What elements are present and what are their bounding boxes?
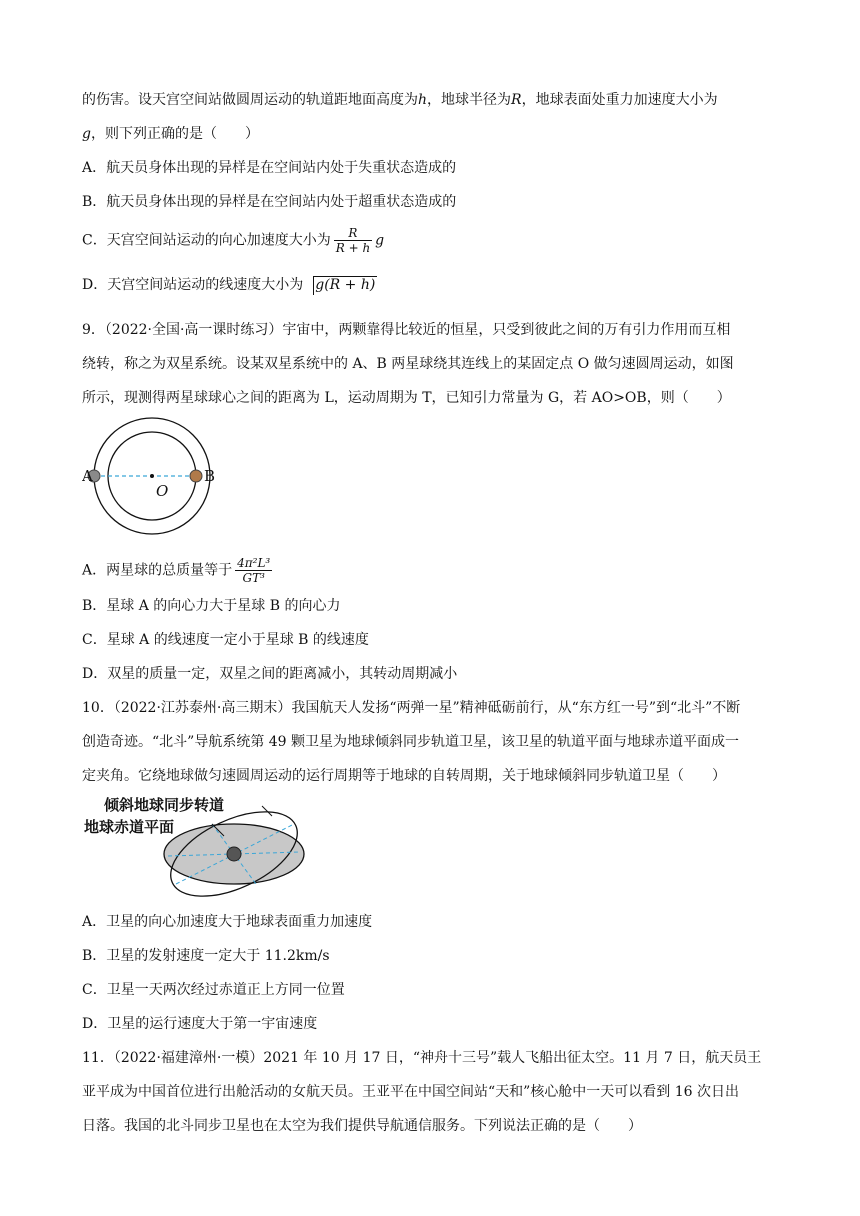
q8-option-d: D．天宫空间站运动的线速度大小为 g(R + h) xyxy=(82,277,376,293)
q10-option-d: D．卫星的运行速度大于第一宇宙速度 xyxy=(82,1016,318,1032)
q9-option-d: D．双星的质量一定，双星之间的距离减小，其转动周期减小 xyxy=(82,666,458,682)
q8-option-c: C．天宫空间站运动的向心加速度大小为 $\frac{R}{R + h}$ g xyxy=(82,226,385,255)
label-b: B xyxy=(204,467,216,485)
q11-stem-line3: 日落。我国的北斗同步卫星也在太空为我们提供导航通信服务。下列说法正确的是（ ） xyxy=(82,1118,642,1134)
q10-stem-line1: 10．（2022·江苏泰州·高三期末）我国航天人发扬“两弹一星”精神砥砺前行，从“东方红一号”到“北斗”不断 xyxy=(82,700,741,716)
q10-option-c: C．卫星一天两次经过赤道正上方同一位置 xyxy=(82,982,345,998)
q11-stem-line1: 11．（2022·福建漳州·一模）2021 年 10 月 17 日，“神舟十三号”载人飞船出征太空。11 月 7 日，航天员王 xyxy=(82,1050,762,1066)
q9-option-b: B．星球 A 的向心力大于星球 B 的向心力 xyxy=(82,598,341,614)
q9-stem-line3: 所示，现测得两星球球心之间的距离为 L，运动周期为 T，已知引力常量为 G，若 AO>OB，则（ ） xyxy=(82,390,731,406)
label-inclined-orbit: 倾斜地球同步转道 xyxy=(104,796,225,814)
label-equatorial-plane: 地球赤道平面 xyxy=(84,818,175,836)
q10-orbit-figure xyxy=(84,794,314,902)
q10-option-a: A．卫星的向心加速度大于地球表面重力加速度 xyxy=(82,914,373,930)
q8-option-b: B．航天员身体出现的异样是在空间站内处于超重状态造成的 xyxy=(82,194,457,210)
q9-stem-line1: 9．（2022·全国·高一课时练习）宇宙中，两颗靠得比较近的恒星，只受到彼此之间的万有引力作用而互相 xyxy=(82,322,731,338)
q11-stem-line2: 亚平成为中国首位进行出舱活动的女航天员。王亚平在中国空间站“天和”核心舱中一天可以看到 16 次日出 xyxy=(82,1084,740,1100)
q9-binary-star-figure xyxy=(82,414,232,542)
q9-stem-line2: 绕转，称之为双星系统。设某双星系统中的 A、B 两星球绕其连线上的某固定点 O 做匀速圆周运动，如图 xyxy=(82,356,734,372)
q8-stem-line1: 的伤害。设天宫空间站做圆周运动的轨道距地面高度为h，地球半径为R，地球表面处重力加速度大小为 xyxy=(82,92,718,108)
star-b xyxy=(190,470,202,482)
label-o: O xyxy=(156,482,169,500)
q8-stem-line2: g，则下列正确的是（ ） xyxy=(82,126,259,142)
q8-c-fraction: $\frac{R}{R + h}$ xyxy=(335,226,371,255)
q10-stem-line3: 定夹角。它绕地球做匀速圆周运动的运行周期等于地球的自转周期，关于地球倾斜同步轨道卫星（ ） xyxy=(82,768,726,784)
q9-a-fraction: $\frac{\text{4π²L³}}{\text{GT³}}$ xyxy=(237,556,271,585)
q9-option-a: A．两星球的总质量等于 $\frac{\text{4π²L³}}{\text{GT³}}$ xyxy=(82,556,271,585)
q8-option-a: A．航天员身体出现的异样是在空间站内处于失重状态造成的 xyxy=(82,160,457,176)
q10-stem-line2: 创造奇迹。“北斗”导航系统第 49 颗卫星为地球倾斜同步轨道卫星，该卫星的轨道平面与地球赤道平面成一 xyxy=(82,734,740,750)
label-a: A xyxy=(82,467,93,485)
q9-option-c: C．星球 A 的线速度一定小于星球 B 的线速度 xyxy=(82,632,369,648)
leader-1 xyxy=(262,806,272,816)
earth xyxy=(227,847,241,861)
q8-d-sqrt: g(R + h) xyxy=(303,275,377,295)
center-o xyxy=(150,474,154,478)
q10-option-b: B．卫星的发射速度一定大于 11.2km/s xyxy=(82,948,330,964)
